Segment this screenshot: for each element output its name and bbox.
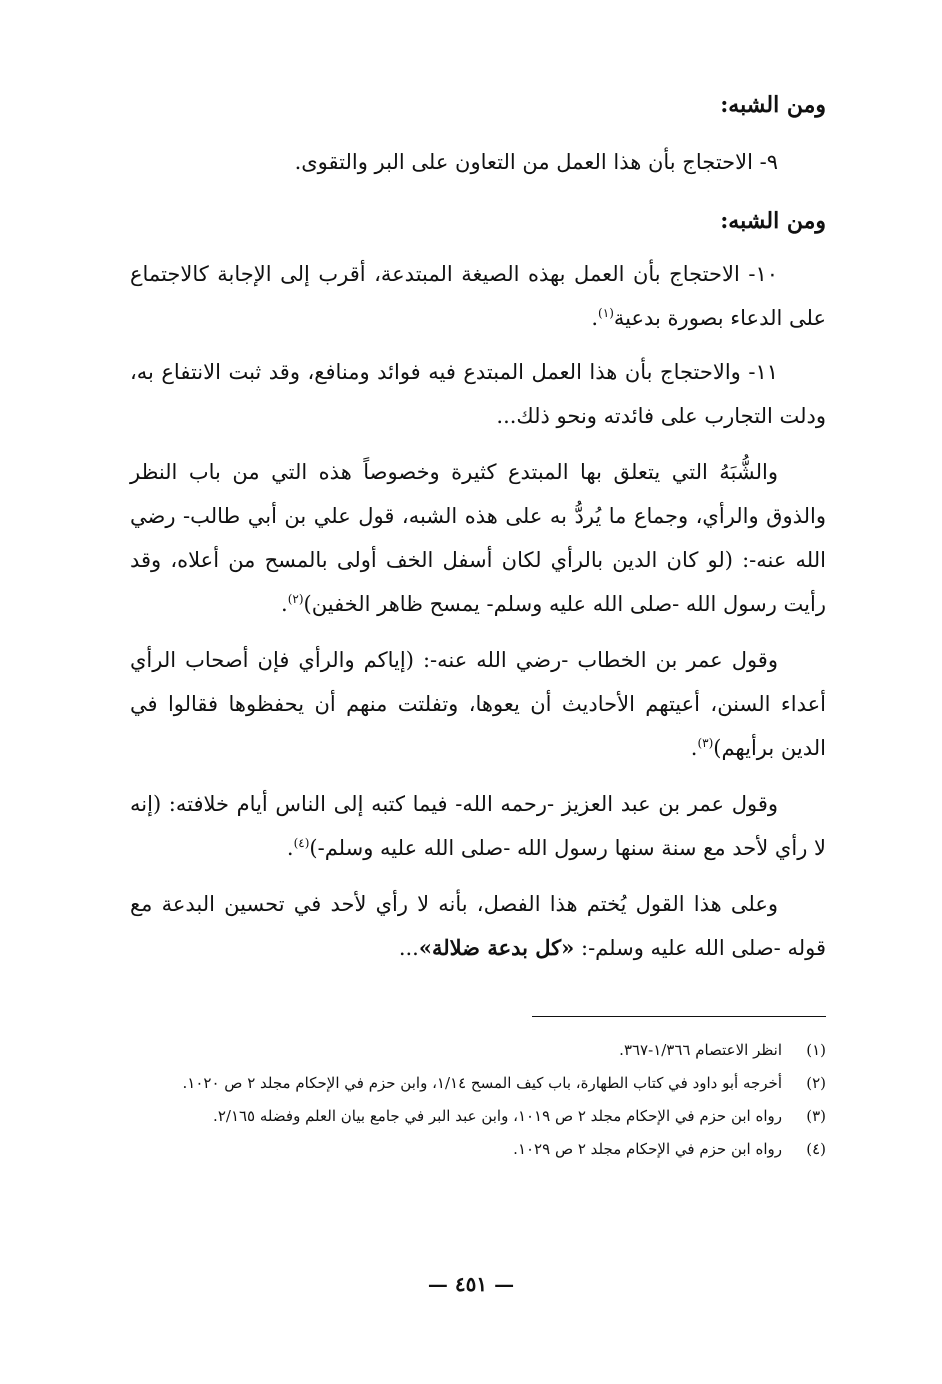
- footnote: [130, 1133, 826, 1166]
- paragraph-umar-end: .: [690, 736, 698, 760]
- page-body: [130, 88, 826, 970]
- paragraph-umar-abdulaziz-text: وقول عمر بن عبد العزيز -رحمه الله- فيما كتبه إلى الناس أيام خلافته: (إنه لا رأي لأحد مع سنة سنها رسول الله -صلى الله عليه وسلم-): [130, 792, 826, 860]
- paragraph-umar-abdulaziz-end: .: [286, 836, 294, 860]
- section-heading: ومن الشبه:: [720, 92, 826, 118]
- footnote-number: (٤): [806, 1140, 826, 1158]
- paragraph-umar-abdulaziz: [130, 782, 826, 870]
- footnote-divider: [532, 1016, 826, 1017]
- paragraph-umar-text: وقول عمر بن الخطاب -رضي الله عنه-: (إياكم والرأي فإن أصحاب الرأي أعداء السنن، أعيتهم الأحاديث أن يعوها، وتفلتت منهم أن يحفظوها فقالوا في الدين برأيهم): [130, 648, 826, 760]
- paragraph-shubah-end: .: [281, 592, 288, 616]
- footnote-text: انظر الاعتصام ١/٣٦٦-٣٦٧.: [619, 1041, 782, 1059]
- paragraph-closing: [130, 882, 826, 970]
- footnote-ref[interactable]: (٣): [697, 736, 714, 750]
- footnotes: [130, 1034, 826, 1166]
- item-10-end: .: [591, 306, 599, 330]
- paragraph-umar: [130, 638, 826, 770]
- item-10: [130, 252, 826, 340]
- footnote: [130, 1067, 826, 1100]
- footnote-number: (١): [806, 1041, 826, 1059]
- paragraph-shubah: [130, 450, 826, 626]
- footnote-number: (٢): [806, 1074, 826, 1092]
- footnote-text: رواه ابن حزم في الإحكام مجلد ٢ ص ١٠٢٩.: [513, 1140, 782, 1158]
- hadith-quote: «كل بدعة ضلالة»: [418, 935, 575, 960]
- footnote-ref[interactable]: (٢): [287, 592, 304, 606]
- footnote-number: (٣): [806, 1107, 826, 1125]
- footnote-text: رواه ابن حزم في الإحكام مجلد ٢ ص ١٠١٩، وابن عبد البر في جامع بيان العلم وفضله ٢/١٦٥.: [213, 1107, 782, 1125]
- footnote-text: أخرجه أبو داود في كتاب الطهارة، باب كيف المسح ١/١٤، وابن حزم في الإحكام مجلد ٢ ص ١٠٢٠.: [182, 1074, 782, 1092]
- footnote-ref[interactable]: (١): [598, 306, 614, 320]
- item-10-text: ١٠- الاحتجاج بأن العمل بهذه الصيغة المبتدعة، أقرب إلى الإجابة كالاجتماع على الدعاء بصورة بدعية: [130, 262, 826, 330]
- section-heading: ومن الشبه:: [720, 208, 826, 234]
- item-9: ٩- الاحتجاج بأن هذا العمل من التعاون على البر والتقوى.: [294, 150, 778, 174]
- paragraph-shubah-text: والشُّبَهُ التي يتعلق بها المبتدع كثيرة وخصوصاً هذه التي من باب النظر والذوق والرأي، وجماع ما يُردُّ به على هذه الشبه، قول علي بن أبي طالب- رضي الله عنه-: (لو كان الدين بالرأي لكان أسفل الخف أولى بالمسح من أعلاه، وقد رأيت رسول الله -صلى الله عليه وسلم- يمسح ظاهر الخفين): [130, 460, 826, 616]
- footnote-ref[interactable]: (٤): [293, 836, 310, 850]
- paragraph-closing-text: وعلى هذا القول يُختم هذا الفصل، بأنه لا رأي لأحد في تحسين البدعة مع قوله -صلى الله عليه وسلم-:: [130, 892, 826, 960]
- footnote: [130, 1100, 826, 1133]
- item-11: ١١- والاحتجاج بأن هذا العمل المبتدع فيه فوائد ومنافع، وقد ثبت الانتفاع به، ودلت التجارب على فائدته ونحو ذلك...: [130, 360, 826, 428]
- paragraph-closing-end: ...: [398, 936, 419, 960]
- page-number: — ٤٥١ —: [427, 1272, 515, 1296]
- footnote: [130, 1034, 826, 1067]
